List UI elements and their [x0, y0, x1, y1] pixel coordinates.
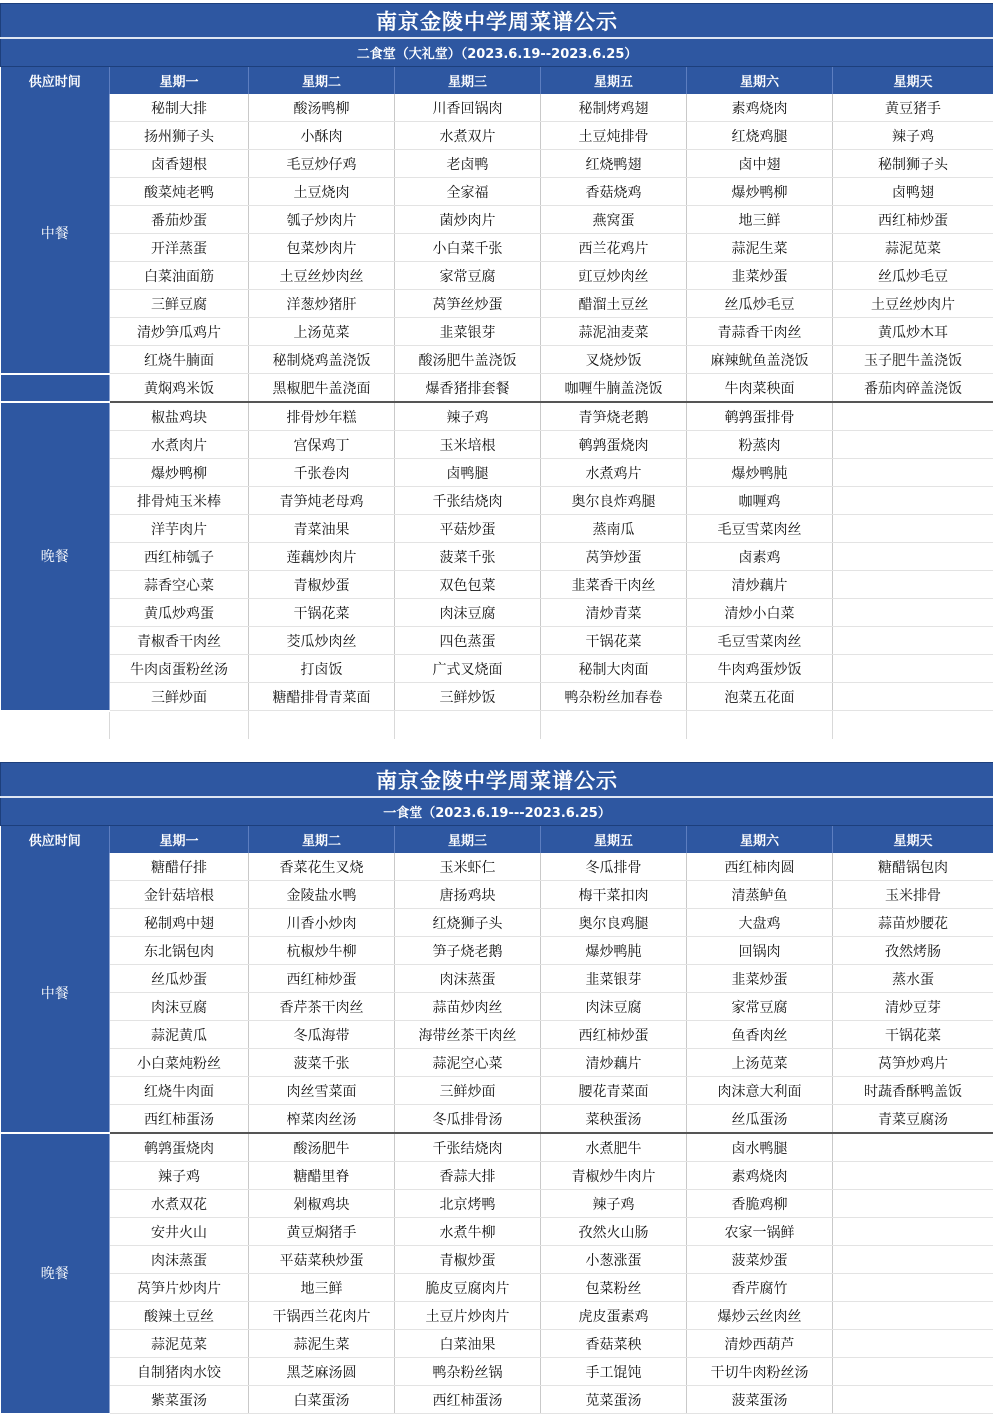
menu-dish: 秘制大肉面 — [541, 655, 687, 683]
menu-dish: 双色包菜 — [395, 571, 541, 599]
menu-dish: 菠菜蛋汤 — [687, 1386, 833, 1414]
menu-dish: 鹌鹑蛋烧肉 — [541, 431, 687, 459]
menu-dish — [833, 1246, 993, 1274]
menu-dish: 糖醋锅包肉 — [833, 853, 993, 881]
menu-dish: 全家福 — [395, 178, 541, 206]
menu-dish: 豇豆炒肉丝 — [541, 262, 687, 290]
menu-dish: 牛肉鸡蛋炒饭 — [687, 655, 833, 683]
menu-dish — [833, 1302, 993, 1330]
day-header: 星期天 — [833, 67, 993, 95]
menu-dish: 金针菇培根 — [110, 881, 249, 909]
menu-dish — [833, 543, 993, 571]
menu-dish: 黄焖鸡米饭 — [110, 374, 249, 403]
menu-dish: 蒜泥苋菜 — [110, 1330, 249, 1358]
day-header: 星期三 — [395, 826, 541, 854]
menu-dish: 酸汤肥牛 — [249, 1133, 395, 1162]
menu-dish: 黄瓜炒鸡蛋 — [110, 599, 249, 627]
blank-cell — [687, 711, 833, 739]
menu-dish: 榨菜肉丝汤 — [249, 1105, 395, 1134]
lunch-label: 中餐 — [1, 853, 110, 1133]
menu-dish: 韭菜香干肉丝 — [541, 571, 687, 599]
menu-dish: 开洋蒸蛋 — [110, 234, 249, 262]
menu-dish: 唐扬鸡块 — [395, 881, 541, 909]
menu-dish: 千张卷肉 — [249, 459, 395, 487]
menu-dish: 黄豆猪手 — [833, 94, 993, 122]
menu-dish: 韭菜炒蛋 — [687, 965, 833, 993]
menu-dish: 爆炒鸭柳 — [687, 178, 833, 206]
menu-dish — [833, 571, 993, 599]
menu-dish: 三鲜炒饭 — [395, 683, 541, 711]
menu-dish: 丝瓜蛋汤 — [687, 1105, 833, 1134]
menu-dish: 西红柿炒蛋 — [249, 965, 395, 993]
menu-dish: 鸭杂粉丝加春卷 — [541, 683, 687, 711]
menu-dish: 蒜苗炒肉丝 — [395, 993, 541, 1021]
menu-dish: 酸汤肥牛盖浇饭 — [395, 346, 541, 374]
blank-cell — [1, 711, 110, 739]
menu-dish: 西红柿炒蛋 — [541, 1021, 687, 1049]
menu-dish: 莴笋丝炒蛋 — [395, 290, 541, 318]
menu-dish: 西红柿瓠子 — [110, 543, 249, 571]
menu-dish — [833, 599, 993, 627]
menu-dish: 海带丝茶干肉丝 — [395, 1021, 541, 1049]
menu-dish: 肉沫蒸蛋 — [110, 1246, 249, 1274]
supply-time-header: 供应时间 — [1, 67, 110, 95]
menu-dish: 洋芋肉片 — [110, 515, 249, 543]
canteen-1-menu — [0, 762, 993, 1415]
menu-dish: 青椒香干肉丝 — [110, 627, 249, 655]
menu-dish: 辣子鸡 — [395, 402, 541, 431]
menu-dish: 粉蒸肉 — [687, 431, 833, 459]
menu-dish: 燕窝蛋 — [541, 206, 687, 234]
menu-dish: 洋葱炒猪肝 — [249, 290, 395, 318]
dinner-label: 晚餐 — [1, 402, 110, 711]
menu-dish: 秘制狮子头 — [833, 150, 993, 178]
menu-dish: 香芹茶干肉丝 — [249, 993, 395, 1021]
menu-dish: 千张结烧肉 — [395, 1133, 541, 1162]
menu-dish — [833, 487, 993, 515]
menu-dish: 蒜泥生菜 — [249, 1330, 395, 1358]
menu-dish: 农家一锅鲜 — [687, 1218, 833, 1246]
menu-dish: 孜然火山肠 — [541, 1218, 687, 1246]
menu-dish: 水煮肉片 — [110, 431, 249, 459]
menu-dish: 西红柿蛋汤 — [395, 1386, 541, 1414]
menu-dish: 小白菜炖粉丝 — [110, 1049, 249, 1077]
menu-dish: 牛肉菜秧面 — [687, 374, 833, 403]
menu-dish: 韭菜银芽 — [395, 318, 541, 346]
menu-dish: 秘制烧鸡盖浇饭 — [249, 346, 395, 374]
menu-dish: 水煮双片 — [395, 122, 541, 150]
menu-dish: 清炒小白菜 — [687, 599, 833, 627]
menu-dish: 清炒藕片 — [541, 1049, 687, 1077]
menu-dish: 上汤苋菜 — [249, 318, 395, 346]
menu-dish: 地三鲜 — [249, 1274, 395, 1302]
menu-dish: 四色蒸蛋 — [395, 627, 541, 655]
day-header: 星期五 — [541, 826, 687, 854]
menu-dish — [833, 1162, 993, 1190]
menu-dish: 醋溜土豆丝 — [541, 290, 687, 318]
menu-title: 南京金陵中学周菜谱公示 — [1, 763, 993, 798]
menu-dish: 广式叉烧面 — [395, 655, 541, 683]
blank-cell — [395, 711, 541, 739]
menu-dish: 冬瓜排骨汤 — [395, 1105, 541, 1134]
menu-dish: 水煮鸡片 — [541, 459, 687, 487]
menu-dish: 红烧鸭翅 — [541, 150, 687, 178]
menu-dish: 毛豆炒仔鸡 — [249, 150, 395, 178]
menu-dish: 干锅西兰花肉片 — [249, 1302, 395, 1330]
menu-dish: 菠菜千张 — [395, 543, 541, 571]
menu-dish: 剁椒鸡块 — [249, 1190, 395, 1218]
day-header: 星期六 — [687, 67, 833, 95]
day-header: 星期一 — [110, 826, 249, 854]
menu-dish: 土豆炖排骨 — [541, 122, 687, 150]
menu-dish: 打卤饭 — [249, 655, 395, 683]
menu-dish: 素鸡烧肉 — [687, 1162, 833, 1190]
menu-dish: 青笋炖老母鸡 — [249, 487, 395, 515]
menu-dish: 咖喱牛腩盖浇饭 — [541, 374, 687, 403]
menu-dish: 西红柿肉圆 — [687, 853, 833, 881]
day-header: 星期二 — [249, 826, 395, 854]
menu-dish: 泡菜五花面 — [687, 683, 833, 711]
menu-dish: 笋子烧老鹅 — [395, 937, 541, 965]
menu-dish: 蒜香空心菜 — [110, 571, 249, 599]
menu-dish: 自制猪肉水饺 — [110, 1358, 249, 1386]
menu-dish: 苋菜蛋汤 — [541, 1386, 687, 1414]
menu-dish: 糖醋仔排 — [110, 853, 249, 881]
menu-dish: 酸辣土豆丝 — [110, 1302, 249, 1330]
menu-dish: 辣子鸡 — [110, 1162, 249, 1190]
menu-dish: 清炒豆芽 — [833, 993, 993, 1021]
menu-dish: 蒜苗炒腰花 — [833, 909, 993, 937]
menu-dish: 黑椒肥牛盖浇面 — [249, 374, 395, 403]
menu-dish — [833, 402, 993, 431]
menu-dish: 水煮双花 — [110, 1190, 249, 1218]
menu-dish: 肉丝雪菜面 — [249, 1077, 395, 1105]
blank-cell — [833, 711, 993, 739]
menu-dish: 辣子鸡 — [833, 122, 993, 150]
menu-dish: 菌炒肉片 — [395, 206, 541, 234]
menu-dish: 鸭杂粉丝锅 — [395, 1358, 541, 1386]
menu-dish: 虎皮蛋素鸡 — [541, 1302, 687, 1330]
menu-dish: 丝瓜炒毛豆 — [687, 290, 833, 318]
menu-dish: 蒜泥黄瓜 — [110, 1021, 249, 1049]
menu-dish: 清蒸鲈鱼 — [687, 881, 833, 909]
menu-dish — [833, 627, 993, 655]
menu-dish: 鱼香肉丝 — [687, 1021, 833, 1049]
menu-dish: 辣子鸡 — [541, 1190, 687, 1218]
menu-dish: 毛豆雪菜肉丝 — [687, 627, 833, 655]
menu-dish: 香菇菜秧 — [541, 1330, 687, 1358]
menu-dish: 白菜油果 — [395, 1330, 541, 1358]
blank-cell — [249, 711, 395, 739]
menu-dish: 西兰花鸡片 — [541, 234, 687, 262]
menu-dish: 蒜泥苋菜 — [833, 234, 993, 262]
menu-dish: 青椒炒蛋 — [249, 571, 395, 599]
menu-dish: 糖醋排骨青菜面 — [249, 683, 395, 711]
menu-dish — [833, 459, 993, 487]
day-header: 星期一 — [110, 67, 249, 95]
menu-dish: 西红柿蛋汤 — [110, 1105, 249, 1134]
menu-dish: 香菇烧鸡 — [541, 178, 687, 206]
menu-dish: 大盘鸡 — [687, 909, 833, 937]
menu-dish: 川香回锅肉 — [395, 94, 541, 122]
menu-dish: 菠菜千张 — [249, 1049, 395, 1077]
menu-dish: 包菜炒肉片 — [249, 234, 395, 262]
menu-dish: 酸菜炖老鸭 — [110, 178, 249, 206]
menu-dish — [833, 655, 993, 683]
menu-dish — [833, 431, 993, 459]
menu-dish: 叉烧炒饭 — [541, 346, 687, 374]
menu-dish: 地三鲜 — [687, 206, 833, 234]
menu-dish: 奥尔良炸鸡腿 — [541, 487, 687, 515]
menu-dish: 爆炒鸭柳 — [110, 459, 249, 487]
menu-dish: 番茄炒蛋 — [110, 206, 249, 234]
menu-dish — [833, 515, 993, 543]
menu-dish: 脆皮豆腐肉片 — [395, 1274, 541, 1302]
menu-dish: 宫保鸡丁 — [249, 431, 395, 459]
menu-dish: 老卤鸭 — [395, 150, 541, 178]
menu-dish: 爆香猪排套餐 — [395, 374, 541, 403]
menu-dish: 玉米培根 — [395, 431, 541, 459]
menu-dish: 蒜泥生菜 — [687, 234, 833, 262]
menu-dish: 玉米排骨 — [833, 881, 993, 909]
menu-dish: 咖喱鸡 — [687, 487, 833, 515]
menu-dish: 菜秧蛋汤 — [541, 1105, 687, 1134]
menu-dish: 白菜蛋汤 — [249, 1386, 395, 1414]
menu-dish: 黄豆焖猪手 — [249, 1218, 395, 1246]
menu-dish: 家常豆腐 — [687, 993, 833, 1021]
menu-dish — [833, 1190, 993, 1218]
menu-dish: 家常豆腐 — [395, 262, 541, 290]
menu-dish: 土豆烧肉 — [249, 178, 395, 206]
menu-dish: 小葱涨蛋 — [541, 1246, 687, 1274]
menu-dish: 平菇菜秧炒蛋 — [249, 1246, 395, 1274]
menu-dish: 排骨炖玉米棒 — [110, 487, 249, 515]
menu-dish: 东北锅包肉 — [110, 937, 249, 965]
menu-dish: 包菜粉丝 — [541, 1274, 687, 1302]
menu-dish: 蒸南瓜 — [541, 515, 687, 543]
menu-dish: 青菜豆腐汤 — [833, 1105, 993, 1134]
menu-dish: 紫菜蛋汤 — [110, 1386, 249, 1414]
menu-dish: 丝瓜炒蛋 — [110, 965, 249, 993]
menu-dish: 北京烤鸭 — [395, 1190, 541, 1218]
menu-dish: 青蒜香干肉丝 — [687, 318, 833, 346]
day-header: 星期六 — [687, 826, 833, 854]
menu-dish: 清炒藕片 — [687, 571, 833, 599]
menu-dish: 肉沫豆腐 — [541, 993, 687, 1021]
menu-dish: 蒸水蛋 — [833, 965, 993, 993]
menu-dish: 麻辣鱿鱼盖浇饭 — [687, 346, 833, 374]
menu-dish — [833, 1386, 993, 1414]
menu-dish: 冬瓜海带 — [249, 1021, 395, 1049]
menu-dish: 素鸡烧肉 — [687, 94, 833, 122]
menu-title: 南京金陵中学周菜谱公示 — [1, 4, 993, 39]
menu-dish: 土豆丝炒肉片 — [833, 290, 993, 318]
menu-dish: 孜然烤肠 — [833, 937, 993, 965]
menu-dish: 杭椒炒牛柳 — [249, 937, 395, 965]
menu-dish: 红烧牛肉面 — [110, 1077, 249, 1105]
menu-dish: 金陵盐水鸭 — [249, 881, 395, 909]
menu-dish: 卤鸭翅 — [833, 178, 993, 206]
menu-dish: 干切牛肉粉丝汤 — [687, 1358, 833, 1386]
menu-dish: 红烧鸡腿 — [687, 122, 833, 150]
menu-dish: 黑芝麻汤圆 — [249, 1358, 395, 1386]
menu-dish: 土豆丝炒肉丝 — [249, 262, 395, 290]
menu-dish: 卤素鸡 — [687, 543, 833, 571]
menu-dish: 清炒青菜 — [541, 599, 687, 627]
menu-dish: 秘制鸡中翅 — [110, 909, 249, 937]
menu-dish: 三鲜豆腐 — [110, 290, 249, 318]
menu-dish: 椒盐鸡块 — [110, 402, 249, 431]
menu-subtitle: 一食堂（2023.6.19---2023.6.25） — [1, 797, 993, 826]
menu-dish: 奥尔良鸡腿 — [541, 909, 687, 937]
canteen-2-menu — [0, 3, 993, 739]
menu-dish: 肉沫意大利面 — [687, 1077, 833, 1105]
menu-dish: 牛肉卤蛋粉丝汤 — [110, 655, 249, 683]
menu-dish: 扬州狮子头 — [110, 122, 249, 150]
menu-dish: 水煮牛柳 — [395, 1218, 541, 1246]
menu-dish — [833, 1330, 993, 1358]
menu-dish: 白菜油面筋 — [110, 262, 249, 290]
menu-dish: 莲藕炒肉片 — [249, 543, 395, 571]
menu-dish: 玉米虾仁 — [395, 853, 541, 881]
menu-dish: 千张结烧肉 — [395, 487, 541, 515]
menu-dish: 干锅花菜 — [541, 627, 687, 655]
menu-dish: 腰花青菜面 — [541, 1077, 687, 1105]
menu-dish: 西红柿炒蛋 — [833, 206, 993, 234]
menu-dish: 土豆片炒肉片 — [395, 1302, 541, 1330]
menu-dish: 香脆鸡柳 — [687, 1190, 833, 1218]
menu-dish: 黄瓜炒木耳 — [833, 318, 993, 346]
menu-dish: 梅干菜扣肉 — [541, 881, 687, 909]
menu-dish: 安井火山 — [110, 1218, 249, 1246]
menu-dish: 鹌鹑蛋排骨 — [687, 402, 833, 431]
menu-dish: 蒜泥油麦菜 — [541, 318, 687, 346]
menu-dish: 干锅花菜 — [249, 599, 395, 627]
menu-dish: 香菜花生叉烧 — [249, 853, 395, 881]
menu-dish: 平菇炒蛋 — [395, 515, 541, 543]
menu-dish: 肉沫豆腐 — [395, 599, 541, 627]
menu-dish: 青椒炒牛肉片 — [541, 1162, 687, 1190]
menu-dish: 莴笋炒鸡片 — [833, 1049, 993, 1077]
menu-dish: 莴笋炒蛋 — [541, 543, 687, 571]
menu-dish: 香芹腐竹 — [687, 1274, 833, 1302]
menu-dish: 青椒炒蛋 — [395, 1246, 541, 1274]
menu-dish: 青菜油果 — [249, 515, 395, 543]
menu-dish: 瓠子炒肉片 — [249, 206, 395, 234]
menu-dish: 卤中翅 — [687, 150, 833, 178]
blank-cell — [110, 711, 249, 739]
menu-dish: 小白菜千张 — [395, 234, 541, 262]
menu-dish: 卤水鸭腿 — [687, 1133, 833, 1162]
day-header: 星期二 — [249, 67, 395, 95]
menu-dish: 小酥肉 — [249, 122, 395, 150]
menu-dish: 韭菜炒蛋 — [687, 262, 833, 290]
menu-dish: 回锅肉 — [687, 937, 833, 965]
meal-label-blank — [1, 374, 110, 403]
menu-dish: 玉子肥牛盖浇饭 — [833, 346, 993, 374]
menu-dish: 番茄肉碎盖浇饭 — [833, 374, 993, 403]
menu-dish: 三鲜炒面 — [395, 1077, 541, 1105]
menu-dish: 韭菜银芽 — [541, 965, 687, 993]
menu-dish: 清炒笋瓜鸡片 — [110, 318, 249, 346]
menu-dish: 排骨炒年糕 — [249, 402, 395, 431]
menu-dish: 卤鸭腿 — [395, 459, 541, 487]
menu-dish: 蒜泥空心菜 — [395, 1049, 541, 1077]
menu-dish — [833, 1218, 993, 1246]
menu-dish: 爆炒云丝肉丝 — [687, 1302, 833, 1330]
menu-dish: 三鲜炒面 — [110, 683, 249, 711]
day-header: 星期三 — [395, 67, 541, 95]
menu-dish: 丝瓜炒毛豆 — [833, 262, 993, 290]
menu-dish: 肉沫蒸蛋 — [395, 965, 541, 993]
supply-time-header: 供应时间 — [1, 826, 110, 854]
menu-dish — [833, 1274, 993, 1302]
menu-dish: 红烧狮子头 — [395, 909, 541, 937]
menu-dish: 清炒西葫芦 — [687, 1330, 833, 1358]
menu-dish: 酸汤鸭柳 — [249, 94, 395, 122]
menu-dish: 茭瓜炒肉丝 — [249, 627, 395, 655]
menu-dish: 干锅花菜 — [833, 1021, 993, 1049]
menu-dish: 秘制烤鸡翅 — [541, 94, 687, 122]
blank-cell — [541, 711, 687, 739]
menu-dish: 爆炒鸭肫 — [541, 937, 687, 965]
menu-dish — [833, 683, 993, 711]
menu-dish: 水煮肥牛 — [541, 1133, 687, 1162]
menu-dish — [833, 1358, 993, 1386]
menu-subtitle: 二食堂（大礼堂）（2023.6.19--2023.6.25） — [1, 38, 993, 67]
dinner-label: 晚餐 — [1, 1133, 110, 1414]
menu-dish: 时蔬香酥鸭盖饭 — [833, 1077, 993, 1105]
menu-dish: 香蒜大排 — [395, 1162, 541, 1190]
menu-dish: 川香小炒肉 — [249, 909, 395, 937]
menu-dish: 爆炒鸭肫 — [687, 459, 833, 487]
menu-dish: 冬瓜排骨 — [541, 853, 687, 881]
menu-dish: 糖醋里脊 — [249, 1162, 395, 1190]
menu-dish: 肉沫豆腐 — [110, 993, 249, 1021]
day-header: 星期天 — [833, 826, 993, 854]
menu-dish — [833, 1133, 993, 1162]
menu-dish: 青笋烧老鹅 — [541, 402, 687, 431]
menu-dish: 上汤苋菜 — [687, 1049, 833, 1077]
menu-dish: 菠菜炒蛋 — [687, 1246, 833, 1274]
menu-dish: 鹌鹑蛋烧肉 — [110, 1133, 249, 1162]
day-header: 星期五 — [541, 67, 687, 95]
lunch-label: 中餐 — [1, 94, 110, 374]
menu-dish: 卤香翅根 — [110, 150, 249, 178]
menu-dish: 秘制大排 — [110, 94, 249, 122]
menu-dish: 红烧牛腩面 — [110, 346, 249, 374]
menu-dish: 毛豆雪菜肉丝 — [687, 515, 833, 543]
menu-dish: 莴笋片炒肉片 — [110, 1274, 249, 1302]
menu-dish: 手工馄饨 — [541, 1358, 687, 1386]
